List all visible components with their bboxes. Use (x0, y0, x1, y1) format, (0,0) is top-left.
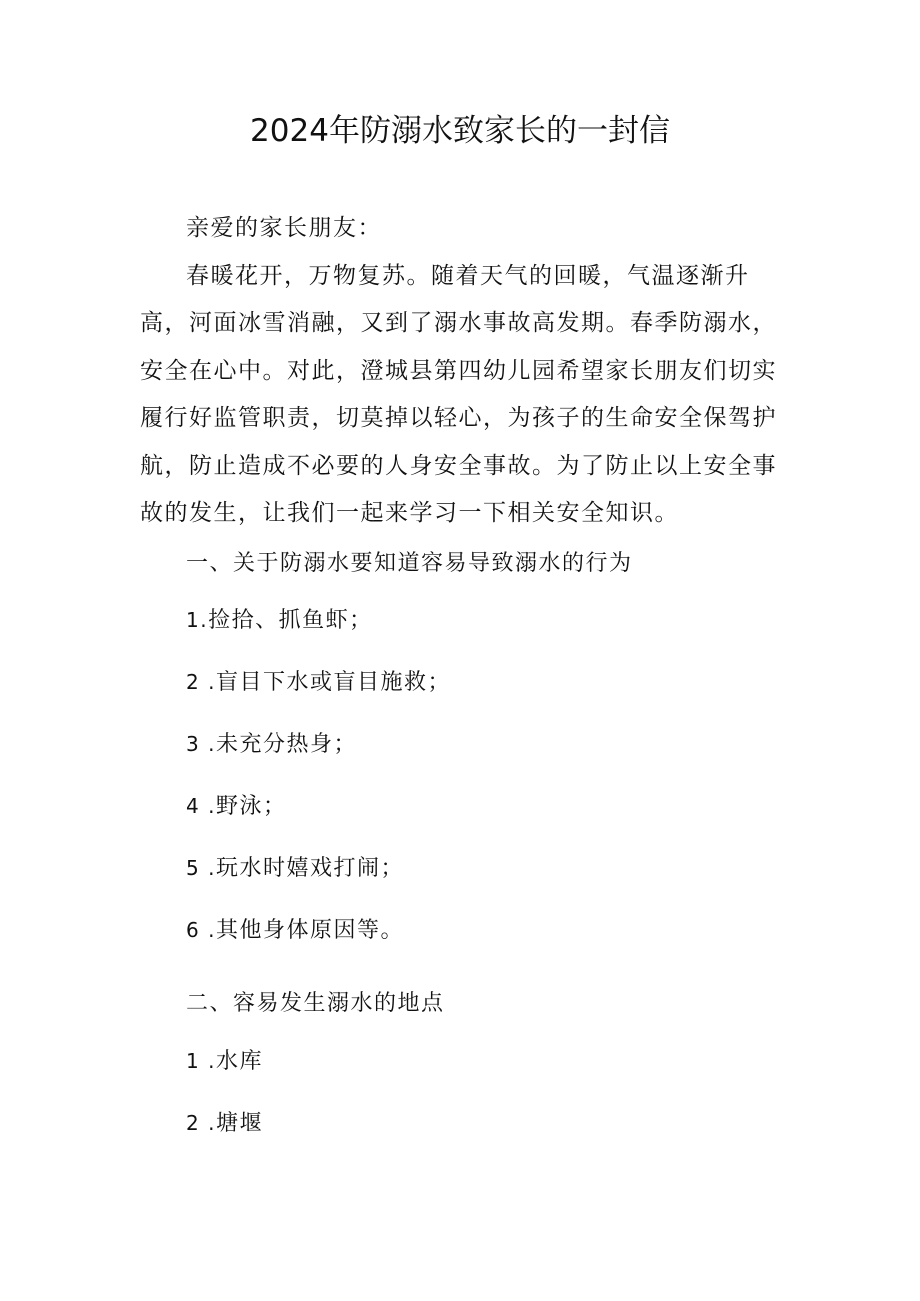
list-item: 5 .玩水时嬉戏打闹； (186, 856, 404, 881)
list-item: 6 .其他身体原因等。 (186, 918, 404, 943)
greeting: 亲爱的家长朋友： (186, 215, 382, 241)
list-item: 2 .盲目下水或盲目施救； (186, 670, 451, 695)
list-item: 1.捡拾、抓鱼虾； (186, 608, 373, 633)
list-item: 1 .水库 (186, 1049, 263, 1074)
letter-body (140, 205, 795, 538)
intro-paragraph: 春暖花开，万物复苏。随着天气的回暖，气温逐渐升高，河面冰雪消融，又到了溺水事故高发期。春季防溺水，安全在心中。对此，澄城县第四幼儿园希望家长朋友们切实履行好监管职责，切莫掉以轻心，为孩子的生命安全保驾护航，防止造成不必要的人身安全事故。为了防止以上安全事故的发生，让我们一起来学习一下相关安全知识。 (140, 262, 777, 526)
list-item: 3 .未充分热身； (186, 732, 357, 757)
list-item: 2 .塘堰 (186, 1111, 263, 1136)
document-title: 2024年防溺水致家长的一封信 (250, 113, 670, 149)
section-2-heading: 二、容易发生溺水的地点 (186, 991, 445, 1016)
section-1-heading: 一、关于防溺水要知道容易导致溺水的行为 (186, 551, 633, 576)
list-item: 4 .野泳； (186, 794, 287, 819)
